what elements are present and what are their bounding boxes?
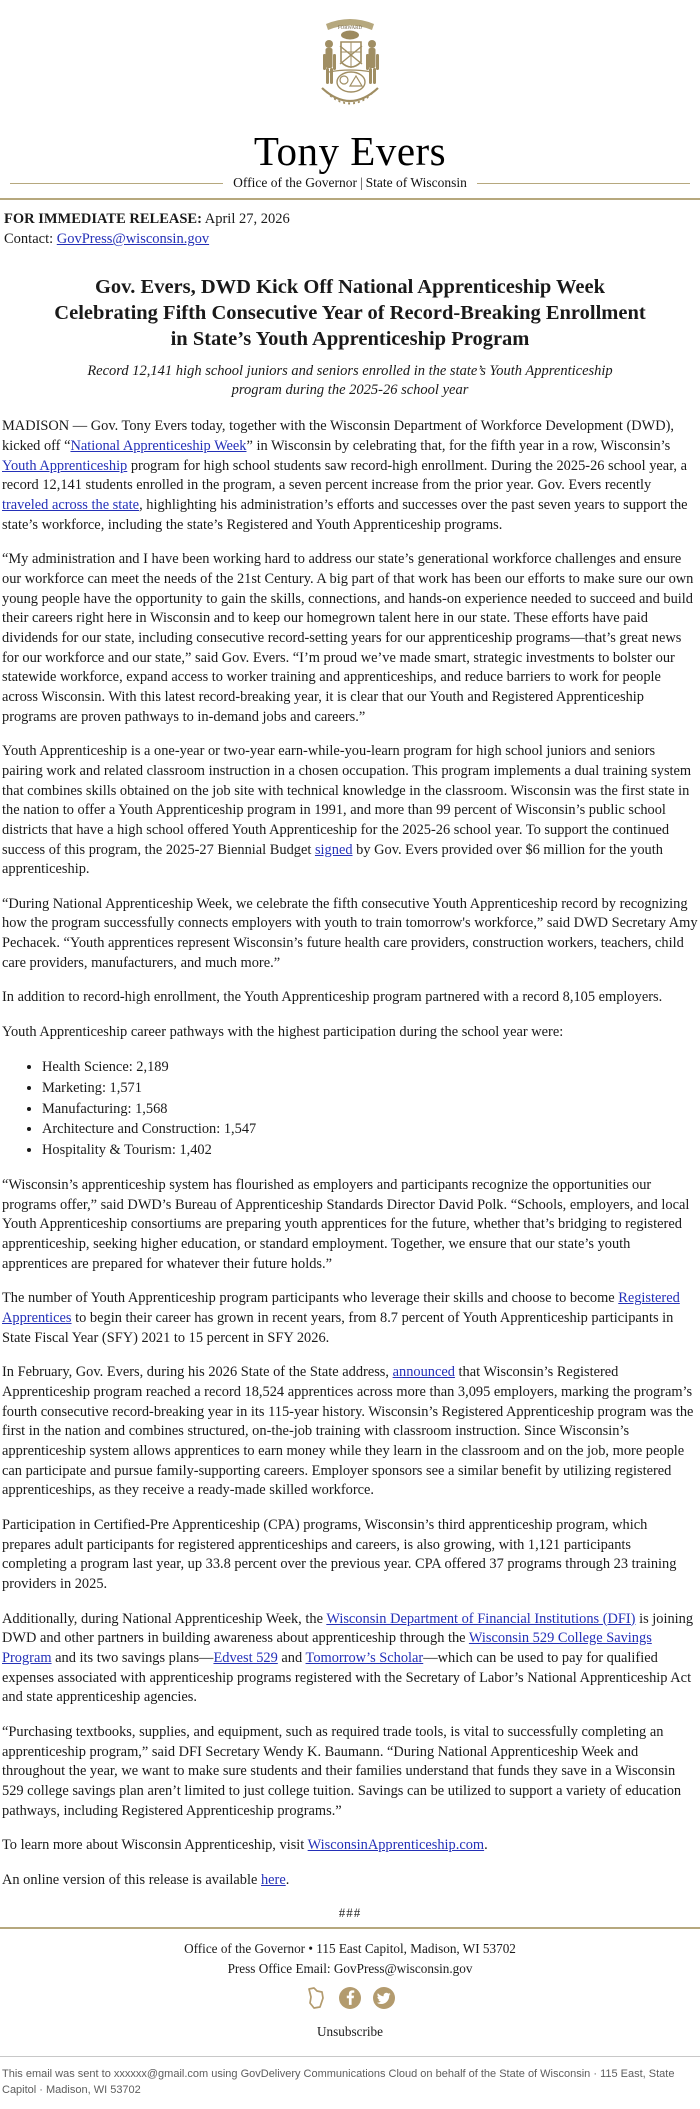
registered-apprentices-link[interactable]: Registered Apprentices — [2, 1290, 680, 1327]
headline-line-1: Gov. Evers, DWD Kick Off National Apprenticeship Week — [94, 276, 606, 299]
svg-text:FORWARD: FORWARD — [337, 26, 363, 31]
list-item: • Architecture and Construction: 1,547 — [42, 1120, 698, 1140]
paragraph-lead — [2, 417, 698, 535]
p9-text-b: that Wisconsin’s Registered Apprenticeship program reached a record 18,524 apprentices across more than 3,095 employers, marking the program’s fourth consecutive record-breaking year in its 115-year history. Wisconsin’s Registered Apprenticeship program was the first in the nation and combines structured, on-the-job training with classroom instruction. Since Wisconsin’s apprenticeship system allows apprentices to earn money while they learn in the classroom and on the job, more people can participate and pursue family-supporting careers. Employer sponsors see a similar benefit by utilizing registered apprenticeships, as they receive a ready-made skilled workforce. — [2, 1364, 694, 1499]
p1-text-c: program for high school students saw record-high enrollment. During the 2025-26 school year, a record 12,141 students enrolled in the program, a seven percent increase from the prior year. Gov. Evers recently — [2, 457, 687, 494]
office-separator: | — [359, 175, 363, 191]
p8-text-b: to begin their career has grown in recent years, from 8.7 percent of Youth Apprenticeship participants in State Fiscal Year (SFY) 2021 to 15 percent in SFY 2026. — [2, 1310, 674, 1346]
p11-text-d: and — [277, 1649, 306, 1666]
headline-line-3: in State’s Youth Apprenticeship Program — [170, 327, 530, 350]
wisconsin-outline-icon — [305, 1986, 327, 2010]
masthead — [0, 0, 700, 200]
list-item: • Health Science: 2,189 — [42, 1058, 698, 1078]
paragraph-pathways-intro: Youth Apprenticeship career pathways with the highest participation during the school year were: — [2, 1024, 564, 1041]
dfi-link[interactable]: Wisconsin Department of Financial Institutions (DFI) — [326, 1610, 636, 1627]
traveled-across-state-link[interactable]: traveled across the state — [2, 497, 140, 513]
office-line — [233, 175, 467, 191]
edvest-529-link[interactable]: Edvest 529 — [213, 1649, 278, 1666]
list-item: • Manufacturing: 1,568 — [42, 1100, 698, 1120]
disclaimer-divider — [0, 2056, 700, 2057]
paragraph-pechacek-quote: “During National Apprenticeship Week, we celebrate the fifth consecutive Youth Apprenticeship record by recognizing how the program successfully connects employers with youth to train tomorrow's workforce,” said DWD Secretary Amy Pechacek. “Youth apprentices represent Wisconsin’s future health care providers, construction workers, teachers, child care providers, manufacturers, and much more.” — [2, 895, 698, 971]
youth-apprenticeship-link[interactable]: Youth Apprenticeship — [2, 457, 128, 474]
immediate-release-line — [4, 209, 696, 229]
footer — [0, 1939, 700, 2041]
p14-text-a: An online version of this release is available — [2, 1871, 261, 1888]
signed-budget-link[interactable]: signed — [314, 841, 353, 858]
release-date: April 27, 2026 — [204, 211, 290, 228]
paragraph-baumann-quote: “Purchasing textbooks, supplies, and equipment, such as required trade tools, is vital to successfully completing an apprenticeship program,” said DFI Secretary Wendy K. Baumann. “During National Apprenticeship Week and throughout the year, we want to make sure students and their families understand that funds they save in a Wisconsin 529 college savings plan aren’t limited to just college tuition. Savings can be utilized to support a variety of education pathways, including Registered Apprenticeship programs.” — [2, 1723, 682, 1819]
p3-text-b: by Gov. Evers provided over $6 million for the youth apprenticeship. — [2, 841, 663, 878]
state-label: State of Wisconsin — [365, 175, 467, 191]
footer-press-email: Press Office Email: GovPress@wisconsin.gov — [227, 1961, 473, 1977]
footer-divider — [0, 1927, 700, 1929]
p1-text-b: ” in Wisconsin by celebrating that, for the fifth year in a row, Wisconsin’s — [246, 438, 671, 455]
list-item: • Marketing: 1,571 — [42, 1079, 698, 1099]
contact-label: Contact: — [4, 231, 54, 248]
p1-text-a: MADISON — Gov. Tony Evers today, together with the Wisconsin Department of Workforce Development (DWD), kicked off “ — [2, 418, 674, 455]
wisconsin-state-icon[interactable] — [304, 1985, 329, 2010]
office-line-row — [0, 175, 700, 191]
p1-text-d: , highlighting his administration’s efforts and successes over the past seven years to support the state’s workforce, including the state’s Registered and Youth Apprenticeship programs. — [2, 497, 688, 533]
paragraph-registered-apprentices — [2, 1289, 698, 1348]
p11-text-e: —which can be used to pay for qualified expenses associated with apprenticeship programs registered with the Secretary of Labor’s National Apprenticeship Act and state apprenticeship agencies. — [2, 1649, 692, 1706]
headline-line-2: Celebrating Fifth Consecutive Year of Record-Breaking Enrollment — [54, 301, 646, 324]
contact-line — [4, 229, 696, 249]
wisconsin-apprenticeship-site-link[interactable]: WisconsinApprenticeship.com — [307, 1837, 485, 1854]
social-links — [0, 1985, 700, 2010]
email-disclaimer: This email was sent to xxxxxx@gmail.com using GovDelivery Communications Cloud on behalf of the State of Wisconsin · 115 East, State Capitol · Madison, WI 53702 — [2, 2067, 675, 2096]
paragraph-online-version — [2, 1871, 698, 1891]
wisconsin-529-link[interactable]: Wisconsin 529 College Savings Program — [2, 1630, 652, 1666]
paragraph-state-of-state — [2, 1363, 698, 1501]
announced-link[interactable]: announced — [392, 1364, 455, 1381]
wisconsin-state-seal-icon — [296, 10, 404, 128]
paragraph-learn-more — [2, 1836, 698, 1856]
p11-text-c: and its two savings plans— — [51, 1649, 214, 1666]
national-apprenticeship-week-link[interactable]: National Apprenticeship Week — [70, 438, 247, 455]
career-pathways-list — [2, 1058, 698, 1161]
immediate-release-label: FOR IMMEDIATE RELEASE: — [4, 211, 202, 228]
paragraph-employers: In addition to record-high enrollment, the Youth Apprenticeship program partnered with a record 8,105 employers. — [2, 989, 663, 1006]
subheadline: Record 12,141 high school juniors and seniors enrolled in the state’s Youth Apprenticeship program during the 2025-26 school year — [87, 362, 613, 398]
p11-text-a: Additionally, during National Apprenticeship Week, the — [2, 1610, 327, 1627]
release-meta — [0, 209, 700, 249]
facebook-icon[interactable] — [338, 1985, 363, 2010]
online-version-here-link[interactable]: here — [260, 1871, 286, 1888]
tomorrows-scholar-link[interactable]: Tomorrow’s Scholar — [305, 1649, 424, 1666]
p9-text-a: In February, Gov. Evers, during his 2026 State of the State address, — [2, 1364, 393, 1381]
unsubscribe-link[interactable]: Unsubscribe — [317, 2024, 383, 2040]
paragraph-dfi-529 — [2, 1610, 698, 1708]
headline — [0, 275, 700, 352]
office-rule-left — [10, 183, 223, 184]
governor-name: Tony Evers — [253, 128, 447, 174]
paragraph-polk-quote: “Wisconsin’s apprenticeship system has flourished as employers and participants recognize the opportunities our programs offer,” said DWD’s Bureau of Apprenticeship Standards Director David Polk. “Schools, employers, and local Youth Apprenticeship consortiums are preparing youth apprentices for the future, whether that’s bridging to registered apprenticeship, seeking higher education, or standard employment. Together, we ensure that our state’s youth apprentices are prepared for whatever their future holds.” — [2, 1177, 690, 1272]
p14-text-b: . — [285, 1871, 290, 1888]
paragraph-program-overview — [2, 742, 698, 880]
p13-text-a: To learn more about Wisconsin Apprenticeship, visit — [2, 1837, 308, 1854]
office-label: Office of the Governor — [233, 175, 357, 191]
footer-address: Office of the Governor • 115 East Capitol, Madison, WI 53702 — [184, 1941, 516, 1957]
list-item: • Hospitality & Tourism: 1,402 — [42, 1141, 698, 1161]
twitter-icon[interactable] — [372, 1985, 397, 2010]
unsubscribe-link-wrap — [0, 2022, 700, 2042]
p8-text-a: The number of Youth Apprenticeship program participants who leverage their skills and choose to become — [2, 1290, 619, 1307]
end-marker: ### — [338, 1905, 362, 1921]
p11-text-b: is joining DWD and other partners in building awareness about apprenticeship through the — [2, 1610, 694, 1647]
office-rule-right — [477, 183, 690, 184]
paragraph-cpa-programs: Participation in Certified-Pre Apprenticeship (CPA) programs, Wisconsin’s third apprenticeship program, which prepares adult participants for registered apprenticeships and careers, is also growing, with 1,121 participants completing a program last year, up 33.8 percent over the previous year. CPA offered 37 programs through 23 training providers in 2025. — [2, 1516, 677, 1592]
masthead-divider — [0, 198, 700, 200]
release-body — [0, 417, 700, 1890]
p3-text-a: Youth Apprenticeship is a one-year or two-year earn-while-you-learn program for high school juniors and seniors pairing work and related classroom instruction in a chosen occupation. This program implements a dual training system that combines skills obtained on the job site with technical knowledge in the classroom. Wisconsin was the first state in the nation to offer a Youth Apprenticeship program in 1991, and more than 99 percent of Wisconsin’s public school districts that have a high school offered Youth Apprenticeship for the 2025-26 school year. To support the continued success of this program, the 2025-27 Biennial Budget — [2, 743, 692, 858]
paragraph-evers-quote: “My administration and I have been working hard to address our state’s generational workforce challenges and ensure our workforce can meet the needs of the 21st Century. A big part of that work has been our efforts to make sure our own young people have the opportunity to gain the skills, connections, and hands-on experience needed to succeed and build their careers right here in Wisconsin and to keep our homegrown talent here in our state. These efforts have paid dividends for our state, including consecutive record-setting years for our apprenticeship programs—that’s great news for our workforce and our state,” said Gov. Evers. “I’m proud we’ve made smart, strategic investments to bolster our statewide workforce, expand access to worker training and apprenticeships, and reduce barriers to work for people across Wisconsin. With this latest record-breaking year, it is clear that our Youth and Registered Apprenticeship programs are proven pathways to in-demand jobs and careers.” — [2, 551, 694, 725]
twitter-bird-icon — [372, 1986, 396, 2010]
contact-email-link[interactable]: GovPress@wisconsin.gov — [56, 231, 210, 248]
facebook-glyph-icon — [338, 1986, 362, 2010]
p13-text-b: . — [484, 1837, 488, 1854]
